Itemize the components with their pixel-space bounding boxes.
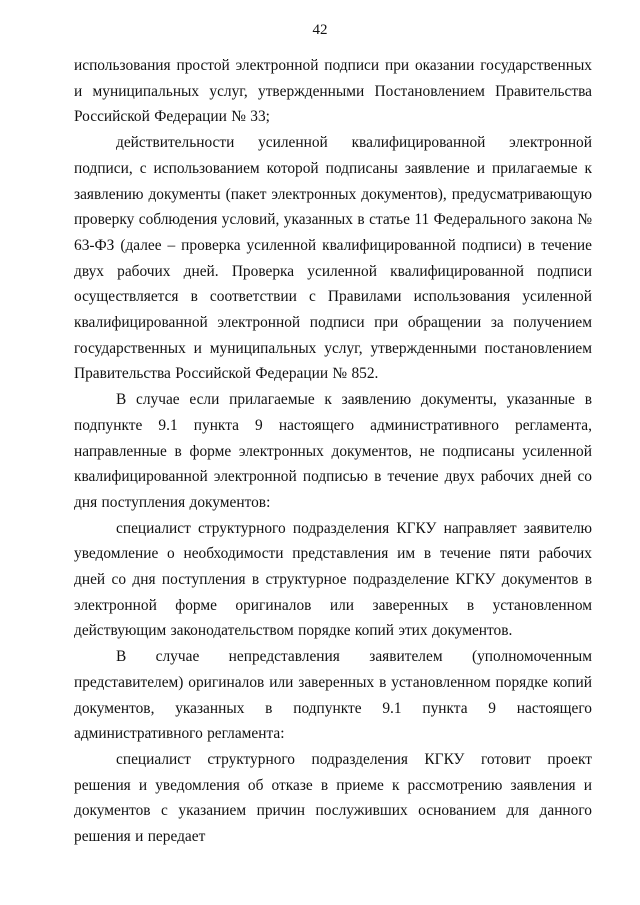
paragraph-5: В случае непредставления заявителем (уполномоченным представителем) оригиналов или заверенных в установленном порядке копий документов, указанных в подпункте 9.1 пункта 9 настоящего административного регламента:: [74, 648, 592, 743]
paragraph-2: действительности усиленной квалифицированной электронной подписи, с использованием которой подписаны заявление и прилагаемые к заявлению документы (пакет электронных документов), предусматривающую проверку соблюдения условий, указанных в статье 11 Федерального закона № 63-ФЗ (далее – проверка усиленной квалифицированной подписи) в течение двух рабочих дней. Проверка усиленной квалифицированной подписи осуществляется в соответствии с Правилами использования усиленной квалифицированной электронной подписи при обращении за получением государственных и муниципальных услуг, утвержденными постановлением Правительства Российской Федерации № 852.: [74, 134, 592, 383]
paragraph-4: специалист структурного подразделения КГКУ направляет заявителю уведомление о необходимости представления им в течение пяти рабочих дней со дня поступления в структурное подразделение КГКУ документов в электронной форме оригиналов или заверенных в установленном действующим законодательством порядке копий этих документов.: [74, 519, 592, 640]
paragraph-1: использования простой электронной подписи при оказании государственных и муниципальных услуг, утвержденными Постановлением Правительства Российской Федерации № 33;: [74, 57, 592, 126]
document-body: [74, 53, 592, 850]
paragraph-3: В случае если прилагаемые к заявлению документы, указанные в подпункте 9.1 пункта 9 настоящего административного регламента, направленные в форме электронных документов, не подписаны усиленной квалифицированной электронной подписью в течение двух рабочих дней со дня поступления документов:: [74, 391, 592, 511]
paragraph-6: специалист структурного подразделения КГКУ готовит проект решения и уведомления об отказе в приеме к рассмотрению заявления и документов с указанием причин послуживших основанием для данного решения и передает: [74, 750, 592, 846]
page-number: 42: [312, 22, 328, 38]
